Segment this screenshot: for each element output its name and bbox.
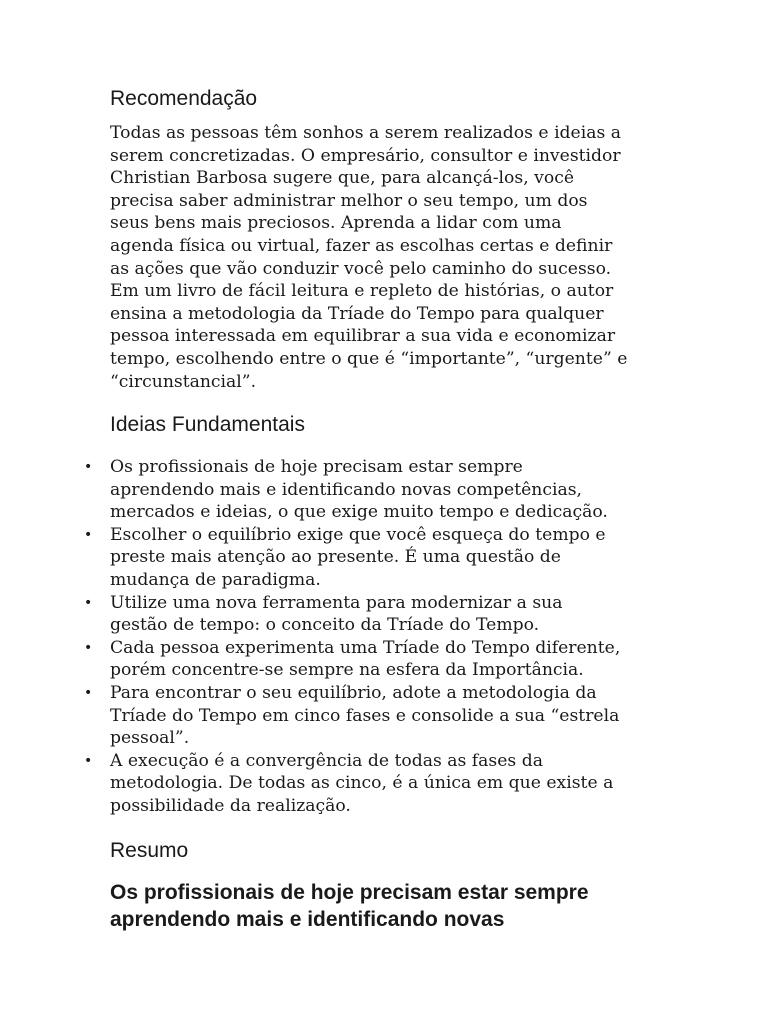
list-item-line: pessoal”. xyxy=(110,728,190,749)
paragraph-line: tempo, escolhendo entre o que é “importante”, “urgente” e xyxy=(110,348,628,369)
list-item-line: mercados e ideias, o que exige muito tempo e dedicação. xyxy=(110,502,608,523)
section-title-recomendacao: Recomendação xyxy=(110,87,258,110)
paragraph-line: “circunstancial”. xyxy=(110,371,257,392)
list-item-line: Escolher o equilíbrio exige que você esqueça do tempo e xyxy=(110,524,606,545)
paragraph-line: serem concretizadas. O empresário, consultor e investidor xyxy=(110,145,621,166)
paragraph-line: ensina a metodologia da Tríade do Tempo para qualquer xyxy=(110,303,604,324)
list-item xyxy=(0,750,768,818)
section-title-resumo: Resumo xyxy=(110,839,189,862)
paragraph-line: agenda física ou virtual, fazer as escolhas certas e definir xyxy=(110,235,613,256)
paragraph-line: Em um livro de fácil leitura e repleto de histórias, o autor xyxy=(110,281,614,302)
ideias-bullet-list xyxy=(0,456,768,818)
paragraph-line: pessoa interessada em equilibrar a sua vida e economizar xyxy=(110,326,616,347)
list-item xyxy=(0,456,768,524)
bullet-icon: • xyxy=(84,594,93,611)
list-item xyxy=(0,682,768,750)
list-item-line: metodologia. De todas as cinco, é a única em que existe a xyxy=(110,773,614,794)
paragraph-line: as ações que vão conduzir você pelo caminho do sucesso. xyxy=(110,258,612,279)
list-item-line: Tríade do Tempo em cinco fases e consolide a sua “estrela xyxy=(110,705,620,726)
bullet-icon: • xyxy=(84,684,93,701)
list-item-line: Cada pessoa experimenta uma Tríade do Tempo diferente, xyxy=(110,637,621,658)
list-item-line: Utilize uma nova ferramenta para modernizar a sua xyxy=(110,592,563,613)
bullet-icon: • xyxy=(84,639,93,656)
paragraph-line: Todas as pessoas têm sonhos a serem realizados e ideias a xyxy=(110,123,622,143)
list-item-line: possibilidade da realização. xyxy=(110,795,351,816)
bullet-icon: • xyxy=(84,459,93,475)
bullet-icon: • xyxy=(84,526,93,543)
list-item xyxy=(0,637,768,682)
paragraph-line: precisa saber administrar melhor o seu tempo, um dos xyxy=(110,190,588,211)
list-item xyxy=(0,524,768,592)
list-item-line: gestão de tempo: o conceito da Tríade do Tempo. xyxy=(110,615,540,636)
list-item xyxy=(0,592,768,637)
list-item-line: aprendendo mais e identificando novas competências, xyxy=(110,479,582,500)
list-item-line: Os profissionais de hoje precisam estar sempre xyxy=(110,457,523,477)
paragraph-line: Christian Barbosa sugere que, para alcançá-los, você xyxy=(110,168,574,189)
list-item-line: preste mais atenção ao presente. É uma questão de xyxy=(110,547,561,568)
paragraph-line: seus bens mais preciosos. Aprenda a lidar com uma xyxy=(110,213,562,234)
list-item-line: porém concentre-se sempre na esfera da Importância. xyxy=(110,660,584,681)
list-item-line: A execução é a convergência de todas as fases da xyxy=(110,750,543,771)
recomendacao-paragraph xyxy=(110,122,670,393)
list-item-line: mudança de paradigma. xyxy=(110,569,321,590)
list-item-line: Para encontrar o seu equilíbrio, adote a metodologia da xyxy=(110,682,597,703)
resumo-subtitle: Os profissionais de hoje precisam estar sempre aprendendo mais e identificando novas xyxy=(110,881,589,931)
section-title-ideias-fundamentais: Ideias Fundamentais xyxy=(110,413,305,436)
bullet-icon: • xyxy=(84,752,93,769)
